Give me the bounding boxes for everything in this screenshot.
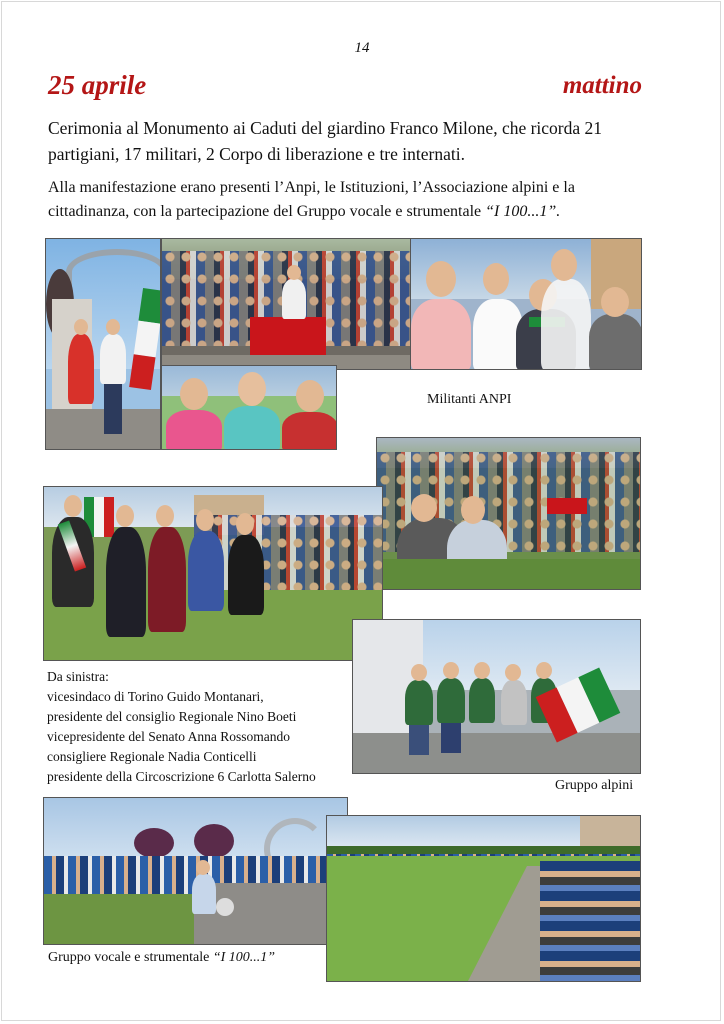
caption-choir <box>48 948 275 968</box>
intro-paragraph: Cerimonia al Monumento ai Caduti del giardino Franco Milone, che ricorda 21 partigiani, 17 militari, 2 Corpo di liberazione e tre internati. <box>48 118 603 164</box>
intro-paragraph-2-text: Alla manifestazione erano presenti l’Anpi, le Istituzioni, l’Associazione alpini e la cittadinanza, con la partecipazione del Gruppo vocale e strumentale <box>48 179 575 220</box>
intro-paragraph-2 <box>48 176 648 224</box>
photo-monument-women <box>45 238 161 450</box>
photo-park-crowd <box>326 815 641 982</box>
caption-anpi: Militanti ANPI <box>427 392 512 407</box>
caption-alpini: Gruppo alpini <box>555 778 634 793</box>
caption-choir-name: “I 100...1” <box>212 950 276 965</box>
people-list <box>47 667 357 787</box>
photo-choir <box>43 797 348 945</box>
page-number: 14 <box>354 40 370 56</box>
people-list-line: vicepresidente del Senato Anna Rossomando <box>47 729 290 744</box>
photo-three-women <box>161 365 337 450</box>
photo-anpi-table <box>161 238 411 370</box>
people-list-line: presidente del consiglio Regionale Nino Boeti <box>47 709 297 724</box>
photo-alpini <box>352 619 641 774</box>
people-list-line: presidente della Circoscrizione 6 Carlotta Salerno <box>47 769 316 784</box>
caption-choir-text: Gruppo vocale e strumentale <box>48 950 213 965</box>
photo-audience <box>376 437 641 590</box>
people-list-line: consigliere Regionale Nadia Conticelli <box>47 749 257 764</box>
people-list-line: vicesindaco di Torino Guido Montanari, <box>47 689 264 704</box>
date-title: 25 aprile <box>48 70 147 100</box>
group-name: “I 100...1”. <box>485 203 561 220</box>
people-list-heading: Da sinistra: <box>47 669 109 684</box>
photo-institutions <box>43 486 383 661</box>
photo-anpi-closeup <box>410 238 642 370</box>
time-title: mattino <box>562 72 642 99</box>
